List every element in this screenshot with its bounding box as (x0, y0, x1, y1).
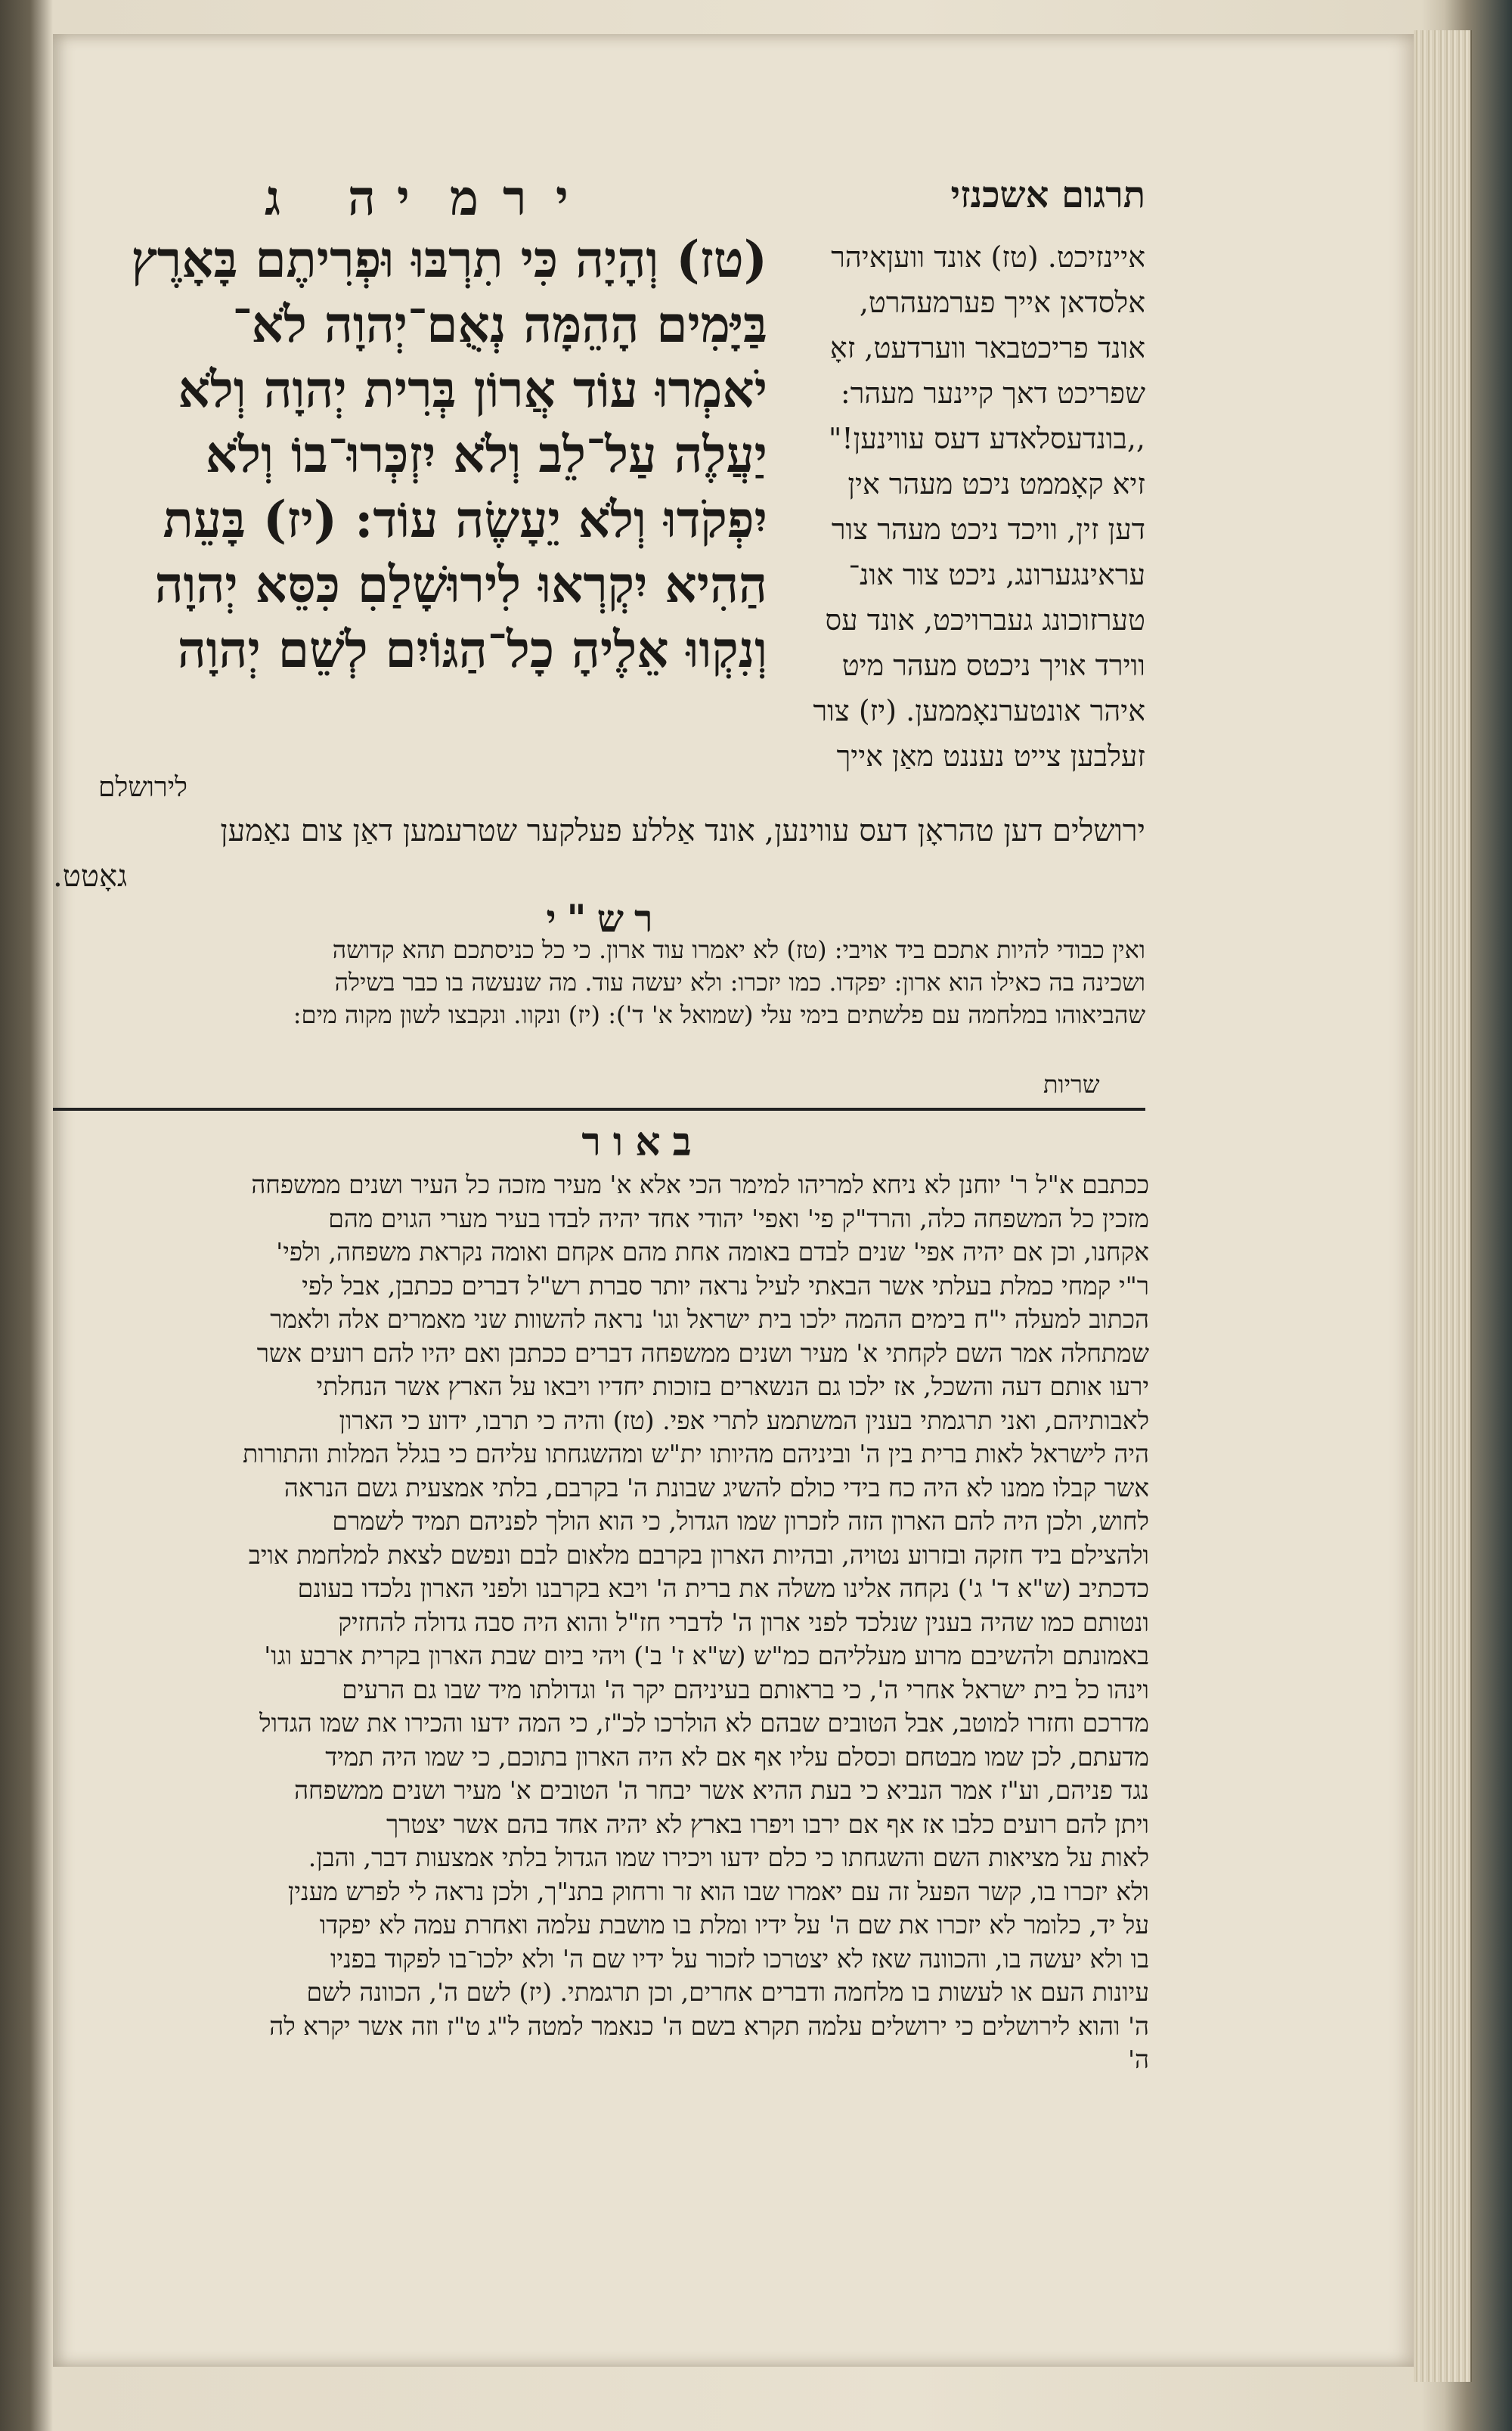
biur-line: נגד פניהם, וע"ז אמר הנביא כי בעת ההיא אשר יבחר ה' הטובים א' מעיר ושנים ממשפחה (294, 1775, 1149, 1805)
rashi-line: ואין כבודי להיות אתכם ביד אויבי: (טז) לא יאמרו עוד ארון. כי כל כניסתכם תהא קדושה (332, 935, 1145, 964)
biur-heading: באור (581, 1119, 704, 1165)
rashi-line: ושכינה בה כאילו הוא ארון: יפקדו. כמו יזכרו: ולא יעשה עוד. מה שנעשה בו כבר בשילה (334, 968, 1145, 997)
biur-line: הכתוב למעלה י"ח בימים ההמה ילכו בית ישראל וגו' נראה להשוות שני מאמרים אלה ולאמר (270, 1304, 1149, 1334)
translation-header: תרגום אשכנזי (950, 174, 1145, 216)
biur-line: מדעתם, לכן שמו מבטחם וכסלם עליו אף אם לא היה הארון בתוכם, כי שמו היה תמיד (325, 1741, 1149, 1772)
book-title-header (265, 170, 597, 231)
verse-line: יַעֲלֶה עַל־לֵב וְלֹא יִזְכְּרוּ־בוֹ וְלֹא (205, 425, 767, 484)
translation-line: זעלבען צייט נעננט מאַן אייך (836, 740, 1145, 773)
biur-commentary (45, 1168, 1149, 2077)
section-divider (53, 1108, 1145, 1111)
biur-line: מדרכם וחזרו למוטב, אבל הטובים שבהם לא הולרכו לכ"ז, כי המה ידעו והכירו את שמו הגדול (259, 1708, 1149, 1738)
translation-line: אלסדאן אייך פערמעהרט, (859, 286, 1145, 319)
translation-last-word: גאָטט. (53, 859, 128, 894)
chapter-number: ג (265, 170, 298, 227)
translation-line: עראינגערונג, ניכט צור אונ־ (848, 558, 1145, 591)
verse-line: בַּיָּמִים הָהֵמָּה נְאֻם־יְהוָה לֹא־ (232, 295, 767, 354)
biur-line: ויתן להם רועים כלבו אז אף אם ירבו ויפרו בארץ לא יהיה אחד בהם אשר יצטרך (386, 1809, 1149, 1839)
translation-line: אונד פריכטבאר ווערדעט, זאָ (829, 331, 1145, 364)
biur-line: ולא יזכרו בו, קשר הפעל זה עם יאמרו שבו הוא זר ורחוק בתנ"ך, ולכן נראה לי לפרש מענין (287, 1876, 1149, 1906)
title-letter: מ (450, 170, 495, 227)
translation-line: דען זין, וויכד ניכט מעהר צור (831, 513, 1145, 546)
translation-continuation: ירושלים דען טהראָן דעס עווינען, אונד אַללע פעלקער שטרעמען דאַן צום נאַמען (220, 814, 1145, 848)
catchword: לירושלם (98, 772, 187, 803)
biur-line: לחוש, ולכן היה להם הארון הזה לזכרון שמו הגדול, כי הוא הולך לפניהם תמיד לשמרם (332, 1506, 1149, 1536)
translation-line: טערזוכונג געברויכט, אונד עס (825, 603, 1145, 637)
biur-line: עיונות העם או לעשות בו מלחמה ודברים אחרים, וכן תרגמתי. (יז) לשם ה', הכוונה לשם (306, 1977, 1149, 2007)
biur-line: ונטותם כמו שהיה בענין שנלכד לפני ארון ה' לדברי חז"ל והוא היה סבה גדולה להחזיק (338, 1607, 1149, 1637)
verse-line: יֹאמְרוּ עוֹד אֲרוֹן בְּרִית יְהוָה וְלֹא (178, 360, 767, 419)
rashi-heading: רש"י (546, 896, 664, 941)
translation-line: איינזיכט. (טז) אונד וועןאיהר (831, 240, 1145, 274)
catchword: שריות (1043, 1070, 1100, 1099)
hebrew-verse-column (53, 227, 767, 764)
translation-line: שפריכט דאך קיינער מעהר: (840, 377, 1145, 410)
biur-line: ר"י קמחי כמלת בעלתי אשר הבאתי לעיל נראה יותר סברת רש"ל דברים ככתבן, אבל לפי (302, 1270, 1149, 1301)
verse-line: הַהִיא יִקְרְאוּ לִירוּשָׁלַםִ כִּסֵּא יְהוָה (154, 555, 767, 614)
biur-line: ולהצילם ביד חזקה ובזרוע נטויה, ובהיות הארון בקרבם מלאום לבם ונפשם לצאת למלחמת אויב (248, 1540, 1149, 1570)
biur-line: אשר קבלו ממנו לא היה כח בידי כולם להשיג שבונת ה' בקרבם, בלתי אמצעית גשם הנראה (284, 1472, 1149, 1502)
translation-line: איהר אונטערנאָממען. (יז) צור (813, 694, 1145, 727)
biur-line: בו ולא יעשה בו, והכוונה שאז לא יצטרכו לזכור על ידיו שם ה' ולא ילכו־בו לפקוד בפניו (330, 1943, 1149, 1974)
biur-line: כדכתיב (ש"א ד' ג') נקחה אלינו משלה את ברית ה' ויבא בקרבנו ולפני הארון נלכדו בעונם (297, 1574, 1149, 1603)
translation-line: ווירד אויך ניכטס מעהר מיט (841, 649, 1145, 682)
rashi-commentary (45, 934, 1145, 1070)
title-letter: י (556, 170, 585, 227)
biur-line: ירעו אותם דעה והשכל, אז ילכו גם הנשארים בזוכות יחדיו ויבאו על הארץ אשר הנחלתי (316, 1372, 1149, 1401)
biur-line: מזכין כל המשפחה כלה, והרד"ק פי' ואפי' יהודי אחד יהיה לבדו בעיר מערי הגוים מהם (328, 1203, 1149, 1233)
title-letter: ר (503, 170, 544, 227)
biur-line: ה' והוא לירושלים כי ירושלים עלמה תקרא בשם ה' כנאמר למטה ל"ג ט"ז וזה אשר יקרא לה (269, 2011, 1149, 2041)
biur-line: אקחנו, וכן אם יהיה אפי' שנים לבדם באומה אחת מהם אקחם ואומה נקראת משפחה, ולפי' (276, 1237, 1149, 1267)
biur-line: שמתחלה אמר השם לקחתי א' מעיר ושנים ממשפחה דברים ככתבן ואם יהיו להם רועים אשר (256, 1338, 1149, 1368)
verse-line: (טז) וְהָיָה כִּי תִרְבּוּ וּפְרִיתֶם בָּאָרֶץ (131, 230, 767, 289)
biur-line: וינהו כל בית ישראל אחרי ה', כי בראותם בעיניהם יקר ה' וגדולתו מיד שבו גם הרעים (342, 1674, 1149, 1704)
translation-line: זיא קאָממט ניכט מעהר אין (847, 467, 1145, 501)
biur-line: על יד, כלומר לא יזכרו את שם ה' על ידיו ומלת בו מושבת עלמה ואחרת עמה לא יפקדו (319, 1910, 1149, 1940)
title-letter: ה (348, 170, 392, 227)
biur-line: לאות על מציאות השם והשגחתו כי כלם ידעו ויכירו שמו הגדול בלתי אמצעות דבר, והבן. (308, 1843, 1149, 1872)
verse-line: יִפְקֹדוּ וְלֹא יֵעָשֶׂה עוֹד: (יז) בָּעֵת (163, 490, 767, 549)
biur-line: לאבותיהם, ואני תרגמתי בענין המשתמע לתרי אפי. (טז) והיה כי תרבו, ידוע כי הארון (339, 1405, 1149, 1435)
biur-line: ככתבם א"ל ר' יוחנן לא ניחא למריהו למימר הכי אלא א' מעיר מזכה כל העיר ושנים ממשפחה (251, 1170, 1149, 1199)
biur-line: ה' (1127, 2045, 1149, 2074)
title-letter: י (397, 170, 426, 227)
page-edges (1414, 30, 1472, 2382)
german-translation-column (790, 234, 1145, 824)
rashi-line: שהביאוהו במלחמה עם פלשתים בימי עלי (שמואל א' ד'): (יז) ונקוו. ונקבצו לשון מקוה מים: (293, 1000, 1145, 1029)
translation-line: ,,בונדעסלאדע דעס עווינען!" (828, 422, 1145, 455)
biur-line: היה לישראל לאות ברית בין ה' וביניהם מהיותו ית"ש ומהשגחתו עליהם כי בגלל המלות והתורות (242, 1439, 1149, 1468)
biur-line: באמונתם ולהשיבם מרוע מעלליהם כמ"ש (ש"א ז' ב') ויהי ביום שבת הארון בקרית ארבע וגו' (264, 1641, 1149, 1670)
verse-line: וְנִקְווּ אֵלֶיהָ כָל־הַגּוֹיִם לְשֵׁם יְהוָה (177, 620, 767, 679)
